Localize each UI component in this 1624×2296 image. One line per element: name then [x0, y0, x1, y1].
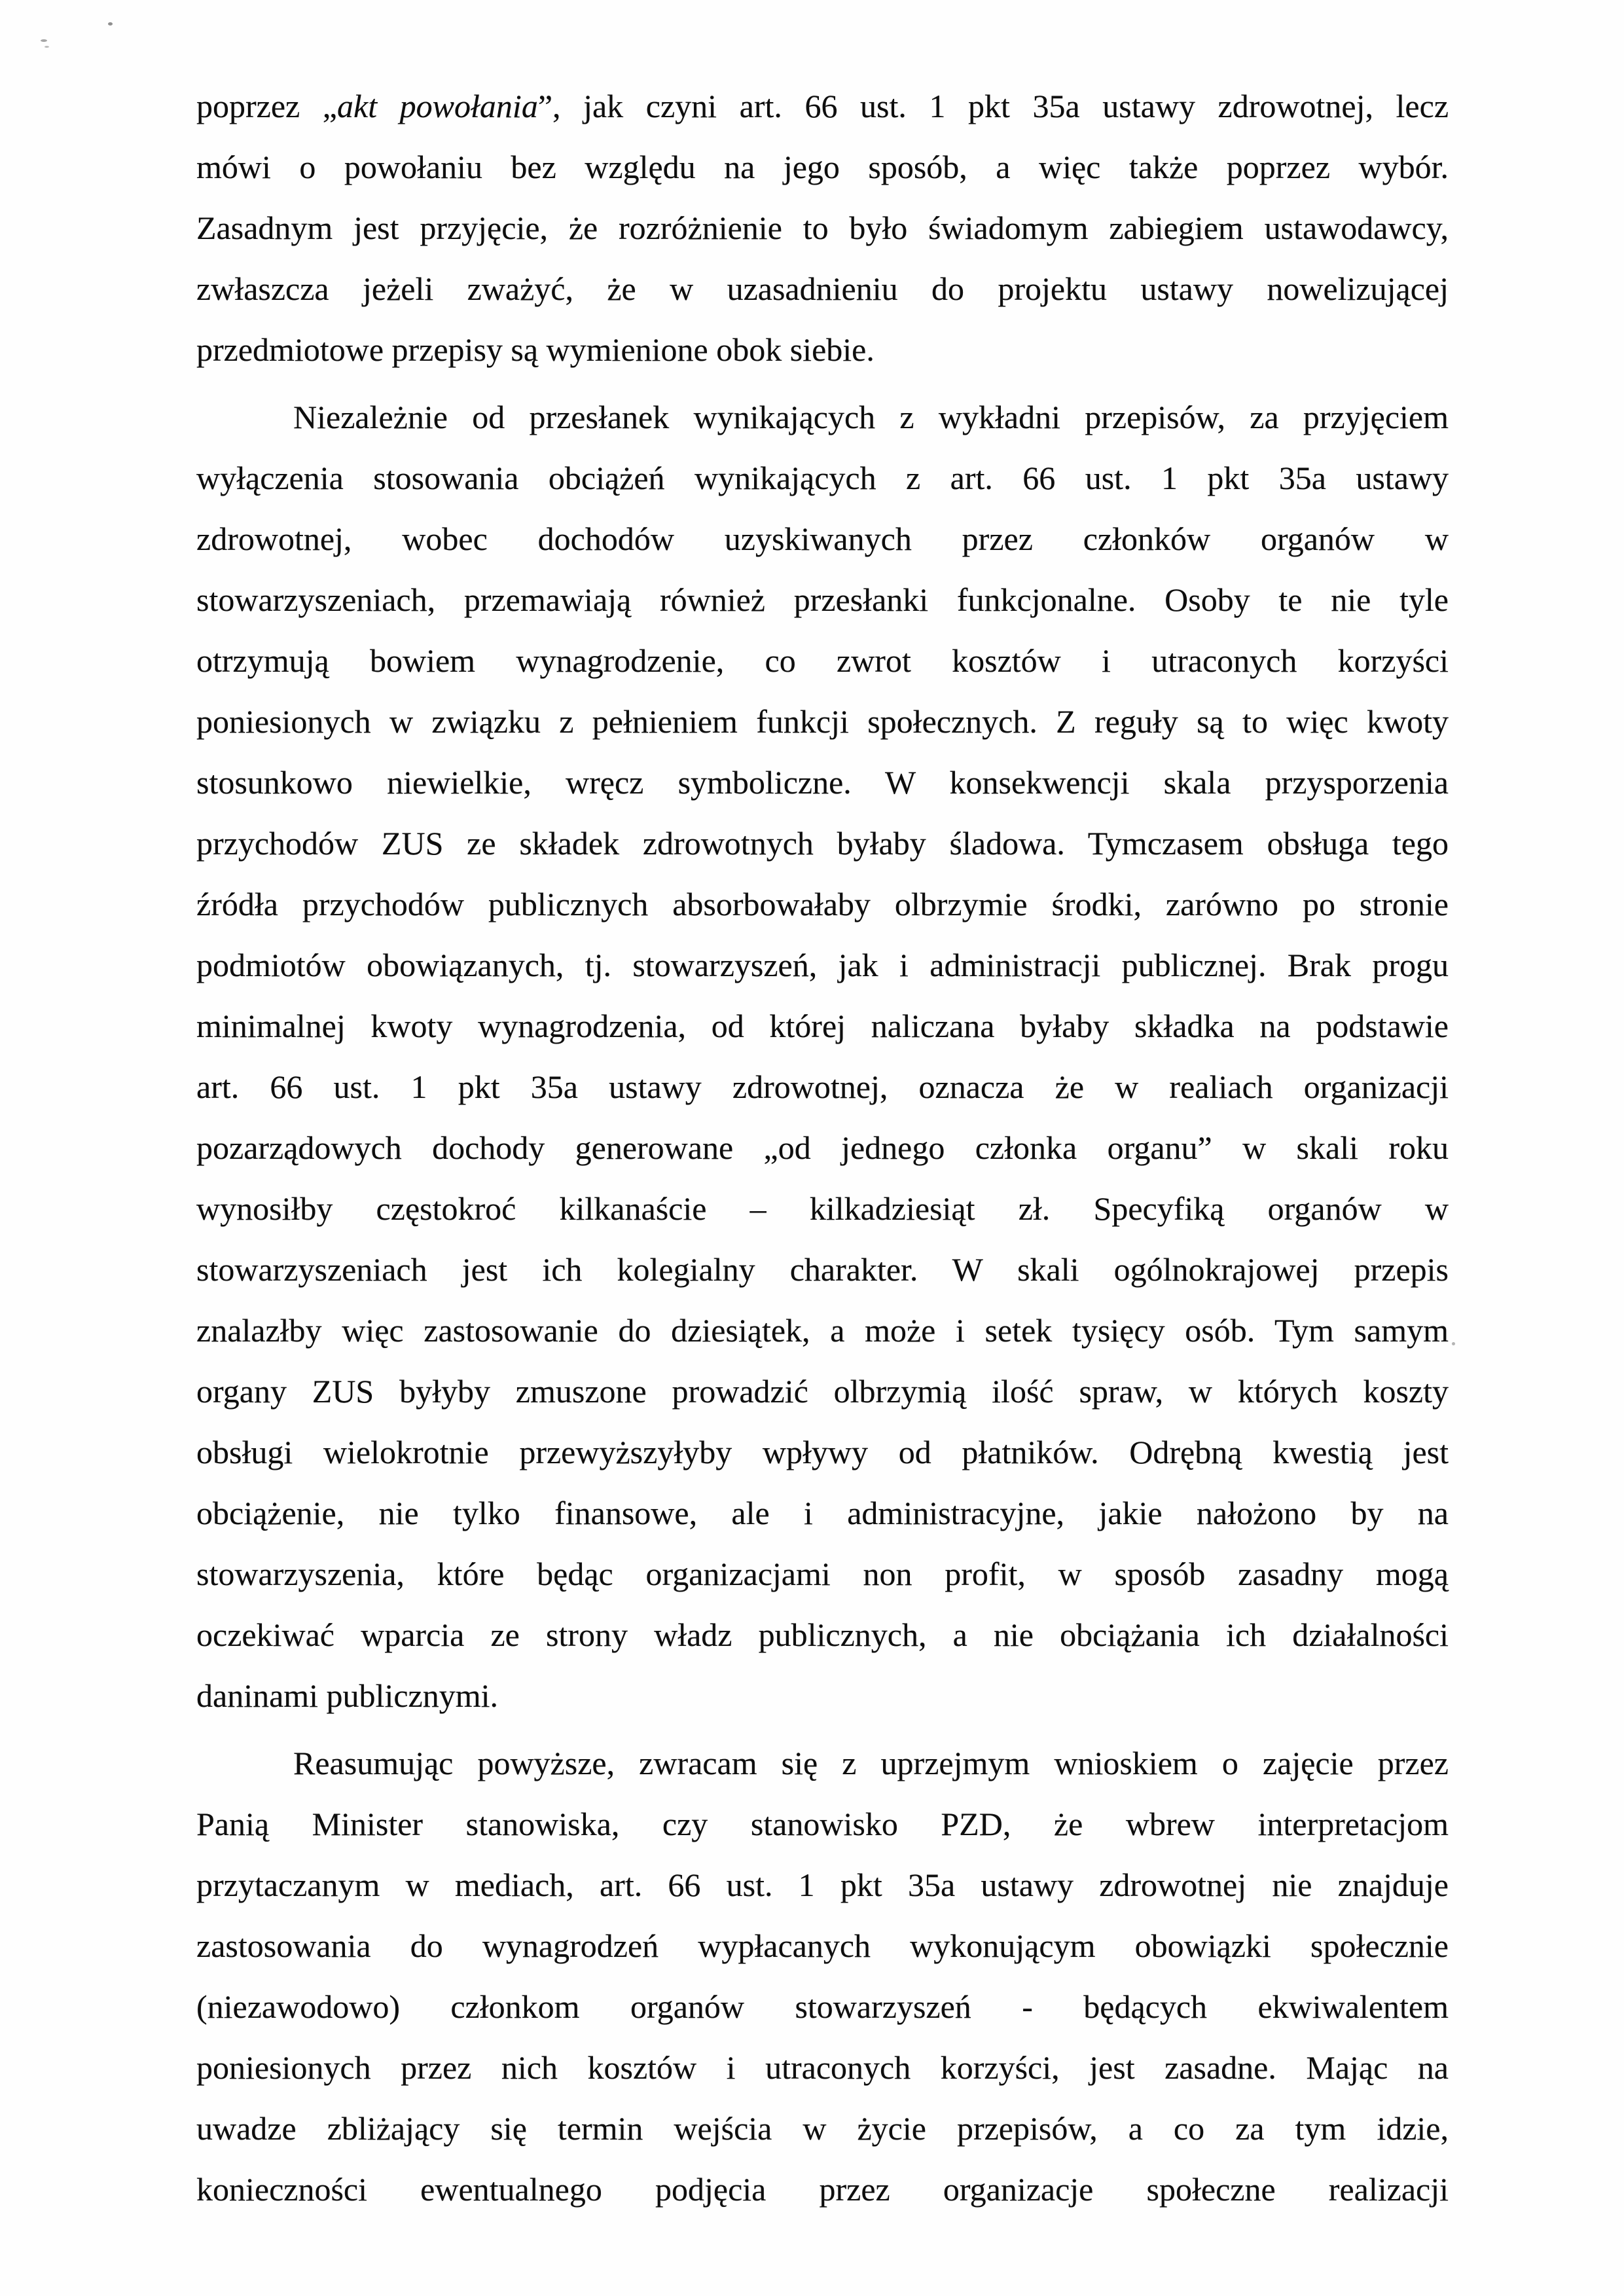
text-run: wynosiłby częstokroć kilkanaście – kilkadziesiąt zł. Specyfiką organów w	[196, 1190, 1449, 1227]
text-line	[196, 1605, 1449, 1666]
text-run: wyłączenia stosowania obciążeń wynikających z art. 66 ust. 1 pkt 35a ustawy	[196, 460, 1449, 496]
text-line	[196, 1666, 1449, 1726]
text-run: pozarządowych dochody generowane „od jednego członka organu” w skali roku	[196, 1129, 1449, 1166]
text-run: organy ZUS byłyby zmuszone prowadzić olbrzymią ilość spraw, w których koszty	[196, 1373, 1449, 1410]
text-line	[196, 1483, 1449, 1544]
text-line	[196, 1118, 1449, 1178]
text-line	[196, 1422, 1449, 1483]
text-line	[196, 259, 1449, 319]
text-line	[196, 1057, 1449, 1118]
text-line	[196, 509, 1449, 570]
text-run: zastosowania do wynagrodzeń wypłacanych wykonującym obowiązki społecznie	[196, 1927, 1449, 1964]
text-run: mówi o powołaniu bez względu na jego sposób, a więc także poprzez wybór.	[196, 149, 1449, 185]
paragraph	[196, 76, 1449, 380]
text-run: poprzez „	[196, 88, 338, 124]
text-line	[196, 198, 1449, 259]
text-line	[196, 319, 1449, 380]
text-run: Panią Minister stanowiska, czy stanowisko PZD, że wbrew interpretacjom	[196, 1806, 1449, 1842]
text-run: stowarzyszeniach, przemawiają również przesłanki funkcjonalne. Osoby te nie tyle	[196, 581, 1449, 618]
text-line	[196, 2159, 1449, 2220]
text-run: otrzymują bowiem wynagrodzenie, co zwrot kosztów i utraconych korzyści	[196, 642, 1449, 679]
text-line	[196, 1794, 1449, 1855]
text-run: minimalnej kwoty wynagrodzenia, od której naliczana byłaby składka na podstawie	[196, 1008, 1449, 1044]
scan-speck	[108, 22, 113, 26]
text-run: poniesionych przez nich kosztów i utraconych korzyści, jest zasadne. Mając na	[196, 2049, 1449, 2086]
text-run: zwłaszcza jeżeli zważyć, że w uzasadnieniu do projektu ustawy nowelizującej	[196, 270, 1449, 307]
text-line	[196, 813, 1449, 874]
text-line	[196, 935, 1449, 996]
text-run: stosunkowo niewielkie, wręcz symboliczne. W konsekwencji skala przysporzenia	[196, 764, 1449, 801]
text-line	[196, 996, 1449, 1057]
text-line	[196, 2098, 1449, 2159]
text-run: obciążenie, nie tylko finansowe, ale i administracyjne, jakie nałożono by na	[196, 1495, 1449, 1531]
text-run: art. 66 ust. 1 pkt 35a ustawy zdrowotnej, oznacza że w realiach organizacji	[196, 1068, 1449, 1105]
text-run: daninami publicznymi.	[196, 1677, 499, 1714]
text-line	[196, 1239, 1449, 1300]
text-run: stowarzyszeniach jest ich kolegialny charakter. W skali ogólnokrajowej przepis	[196, 1251, 1449, 1288]
text-run: oczekiwać wparcia ze strony władz publicznych, a nie obciążania ich działalności	[196, 1616, 1449, 1653]
text-line	[196, 1361, 1449, 1422]
text-run: stowarzyszenia, które będąc organizacjami non profit, w sposób zasadny mogą	[196, 1556, 1449, 1592]
scan-speck	[1452, 1342, 1455, 1345]
text-run: zdrowotnej, wobec dochodów uzyskiwanych przez członków organów w	[196, 520, 1449, 557]
text-line	[196, 1544, 1449, 1605]
text-line	[196, 630, 1449, 691]
text-run: konieczności ewentualnego podjęcia przez organizacje społeczne realizacji	[196, 2171, 1449, 2208]
text-run: znalazłby więc zastosowanie do dziesiątek, a może i setek tysięcy osób. Tym samym	[196, 1312, 1449, 1349]
paragraph	[196, 387, 1449, 1726]
text-line	[196, 691, 1449, 752]
text-run: obsługi wielokrotnie przewyższyłyby wpływy od płatników. Odrębną kwestią jest	[196, 1434, 1449, 1470]
italic-text-run: akt powołania	[337, 88, 538, 124]
text-line	[196, 2037, 1449, 2098]
text-run: podmiotów obowiązanych, tj. stowarzyszeń, jak i administracji publicznej. Brak progu	[196, 947, 1449, 983]
text-run: przychodów ZUS ze składek zdrowotnych byłaby śladowa. Tymczasem obsługa tego	[196, 825, 1449, 862]
text-line	[196, 387, 1449, 448]
text-line	[196, 1178, 1449, 1239]
text-line	[196, 570, 1449, 630]
text-line	[196, 1855, 1449, 1916]
text-run: poniesionych w związku z pełnieniem funkcji społecznych. Z reguły są to więc kwoty	[196, 703, 1449, 740]
text-line	[196, 874, 1449, 935]
text-run: źródła przychodów publicznych absorbowałaby olbrzymie środki, zarówno po stronie	[196, 886, 1449, 922]
text-run: Zasadnym jest przyjęcie, że rozróżnienie to było świadomym zabiegiem ustawodawcy,	[196, 210, 1449, 246]
text-run: uwadze zbliżający się termin wejścia w życie przepisów, a co za tym idzie,	[196, 2110, 1449, 2147]
text-line	[196, 1733, 1449, 1794]
text-run: przedmiotowe przepisy są wymienione obok siebie.	[196, 331, 875, 368]
scan-speck	[41, 39, 47, 42]
document-text-block	[196, 76, 1449, 2220]
text-run: przytaczanym w mediach, art. 66 ust. 1 pkt 35a ustawy zdrowotnej nie znajduje	[196, 1867, 1449, 1903]
paragraph	[196, 1733, 1449, 2220]
text-line	[196, 76, 1449, 137]
text-run: (niezawodowo) członkom organów stowarzyszeń - będących ekwiwalentem	[196, 1988, 1449, 2025]
text-line	[196, 1977, 1449, 2037]
text-line	[196, 137, 1449, 198]
text-run: ”, jak czyni art. 66 ust. 1 pkt 35a ustawy zdrowotnej, lecz	[537, 88, 1449, 124]
text-line	[196, 752, 1449, 813]
scan-speck	[45, 46, 49, 48]
text-line	[196, 1300, 1449, 1361]
text-line	[196, 448, 1449, 509]
text-line	[196, 1916, 1449, 1977]
text-run: Niezależnie od przesłanek wynikających z wykładni przepisów, za przyjęciem	[293, 399, 1449, 435]
text-run: Reasumując powyższe, zwracam się z uprzejmym wnioskiem o zajęcie przez	[293, 1745, 1449, 1781]
